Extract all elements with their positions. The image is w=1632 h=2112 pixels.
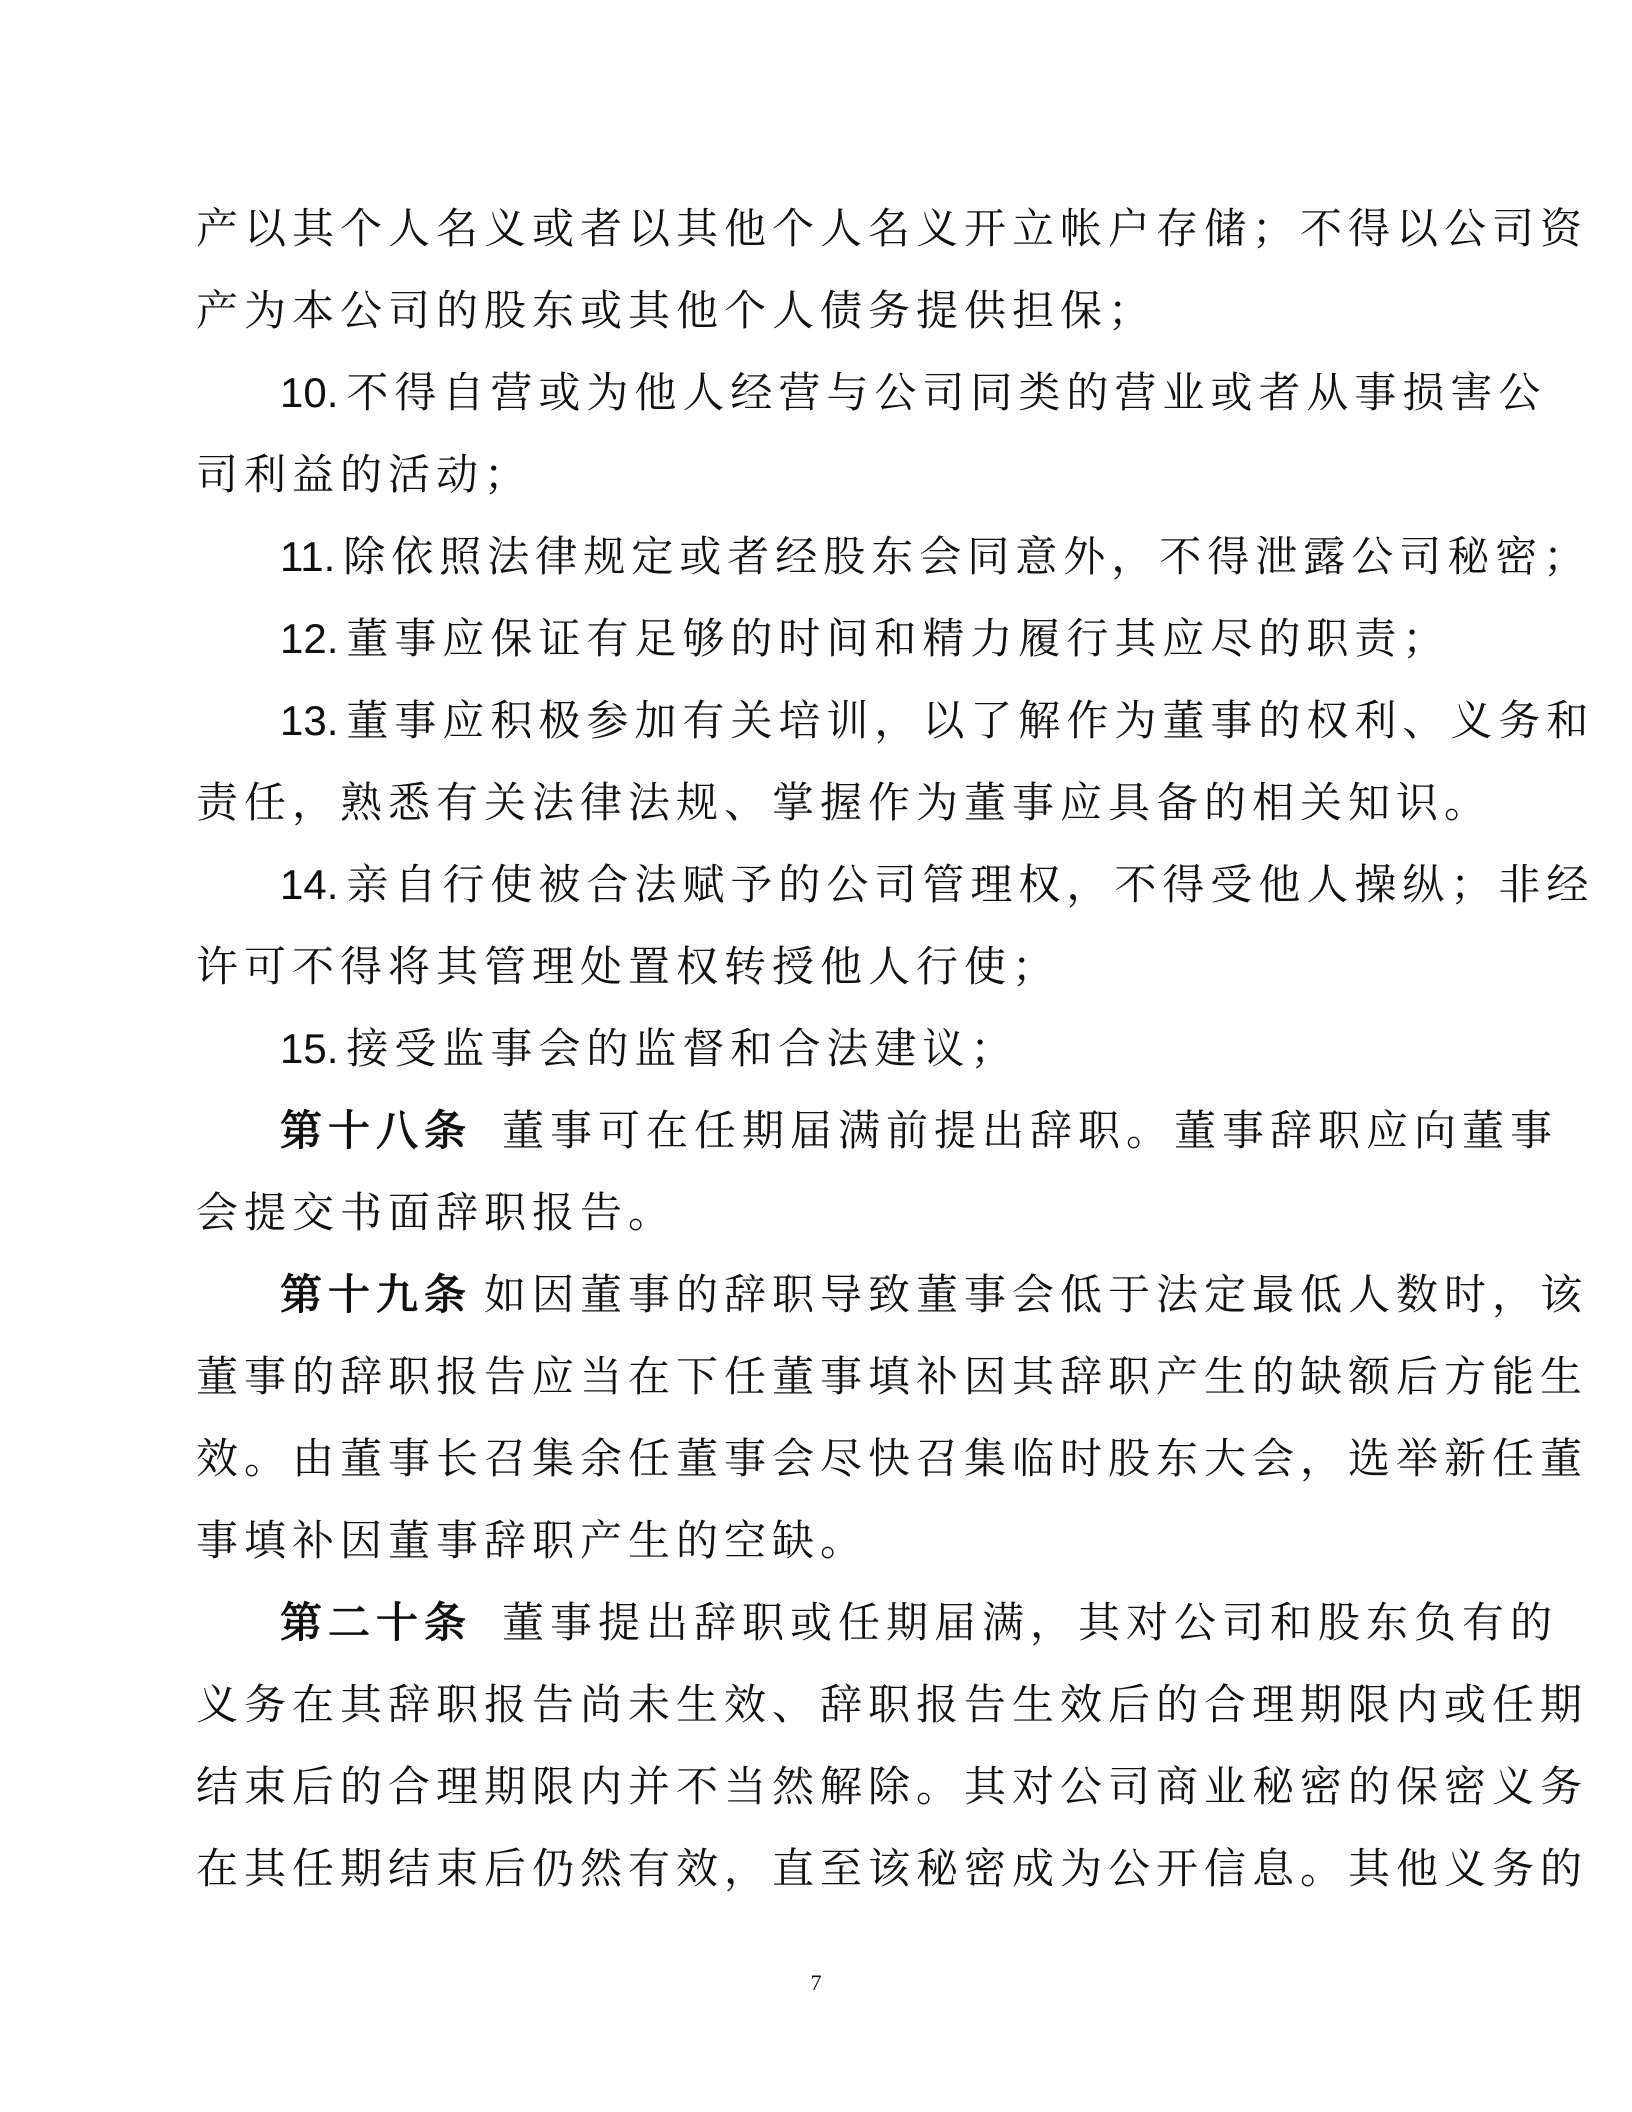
text-line — [196, 1172, 1436, 1254]
text-line — [196, 762, 1493, 844]
item-text: 董事应积极参加有关培训，以了解作为董事的权利、义务和 — [346, 696, 1595, 745]
text-line — [196, 1336, 1589, 1418]
item-number: 13. — [280, 697, 339, 744]
item-14 — [196, 844, 1595, 926]
text-line — [196, 1664, 1589, 1746]
item-text: 除依照法律规定或者经股东会同意外，不得泄露公司秘密； — [343, 532, 1592, 581]
text-line — [196, 1828, 1589, 1910]
text-line — [196, 1746, 1589, 1828]
text-line — [196, 1500, 1436, 1582]
text-line-content: 效。由董事长召集余任董事会尽快召集临时股东大会，选举新任董 — [196, 1434, 1589, 1483]
item-number: 14. — [280, 861, 339, 908]
article-20 — [196, 1582, 1559, 1664]
item-number: 10. — [280, 369, 339, 416]
item-12 — [196, 598, 1451, 680]
item-text: 不得自营或为他人经营与公司同类的营业或者从事损害公 — [346, 368, 1547, 417]
text-line-content: 董事的辞职报告应当在下任董事填补因其辞职产生的缺额后方能生 — [196, 1352, 1589, 1401]
body-text — [196, 188, 1595, 1910]
item-10 — [196, 352, 1547, 434]
text-line — [196, 188, 1589, 270]
text-line-content: 产以其个人名义或者以其他个人名义开立帐户存储；不得以公司资 — [196, 204, 1589, 253]
article-text: 董事可在任期届满前提出辞职。董事辞职应向董事 — [502, 1106, 1559, 1155]
article-text: 如因董事的辞职导致董事会低于法定最低人数时，该 — [484, 1270, 1589, 1319]
item-text: 接受监事会的监督和合法建议； — [346, 1024, 1019, 1073]
article-19 — [196, 1254, 1589, 1336]
item-number: 11. — [280, 533, 336, 580]
text-line-content: 许可不得将其管理处置权转授他人行使； — [196, 942, 1061, 991]
text-line — [196, 926, 1436, 1008]
text-line-content: 在其任期结束后仍然有效，直至该秘密成为公开信息。其他义务的 — [196, 1844, 1589, 1893]
text-line — [196, 270, 1436, 352]
text-line-content: 责任，熟悉有关法律法规、掌握作为董事应具备的相关知识。 — [196, 778, 1493, 827]
article-18 — [196, 1090, 1559, 1172]
article-heading: 第十八条 — [280, 1106, 473, 1155]
article-text: 董事提出辞职或任期届满，其对公司和股东负有的 — [502, 1598, 1559, 1647]
item-text: 董事应保证有足够的时间和精力履行其应尽的职责； — [346, 614, 1451, 663]
text-line-content: 会提交书面辞职报告。 — [196, 1188, 677, 1237]
text-line — [196, 1418, 1589, 1500]
page-number: 7 — [810, 1970, 822, 1995]
item-number: 12. — [280, 615, 339, 662]
text-line — [196, 434, 1436, 516]
item-13 — [196, 680, 1595, 762]
item-15 — [196, 1008, 1436, 1090]
article-heading: 第二十条 — [280, 1598, 473, 1647]
text-line-content: 产为本公司的股东或其他个人债务提供担保； — [196, 286, 1157, 335]
text-line-content: 事填补因董事辞职产生的空缺。 — [196, 1516, 869, 1565]
text-line-content: 结束后的合理期限内并不当然解除。其对公司商业秘密的保密义务 — [196, 1762, 1589, 1811]
item-text: 亲自行使被合法赋予的公司管理权，不得受他人操纵；非经 — [346, 860, 1595, 909]
item-number: 15. — [280, 1025, 339, 1072]
text-line-content: 义务在其辞职报告尚未生效、辞职报告生效后的合理期限内或任期 — [196, 1680, 1589, 1729]
article-heading: 第十九条 — [280, 1270, 473, 1319]
text-line-content: 司利益的活动； — [196, 450, 533, 499]
item-11 — [196, 516, 1592, 598]
